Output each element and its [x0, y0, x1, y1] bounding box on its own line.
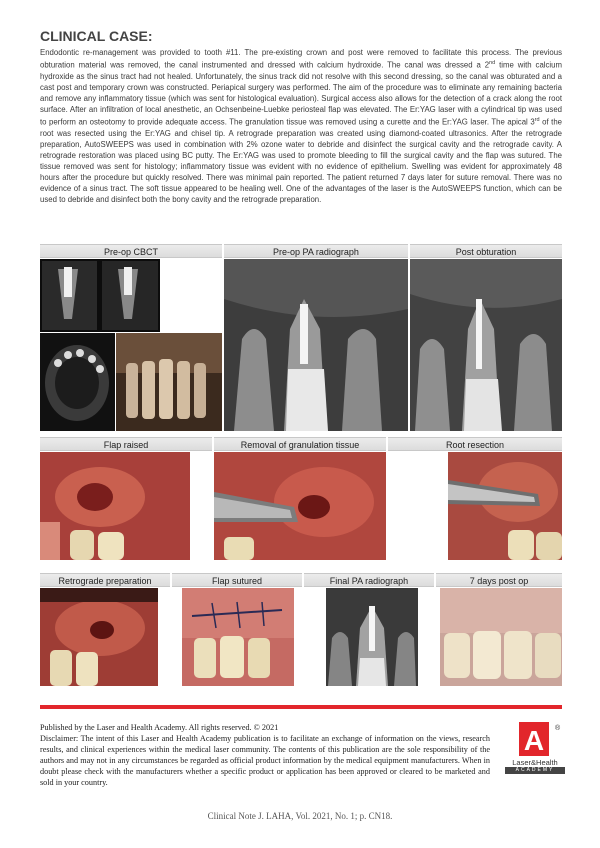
- caption-pre-op-pa: Pre-op PA radiograph: [224, 244, 408, 258]
- caption-flap-sutured: Flap sutured: [172, 573, 302, 587]
- cbct-3d-render-image: [116, 333, 222, 431]
- root-resection-photo: [448, 452, 562, 560]
- flap-raised-photo: [40, 452, 190, 560]
- case-description: Endodontic re-management was provided to tooth #11. The pre-existing crown and post were removed to facilitate this process. The previous obturation material was removed, the canal instrumented and dressed with calcium hydroxide. The canal was dressed a 2nd time with calcium hydroxide as the sinus tract had not healed. Unfortunately, the sinus track did not resolve with this second dressing, so the canal was obturated and a cast post and temporary crown was constructed. Periapical surgery was performed. The aim of the procedure was to eliminate any remaining bacteria and remove any inflammatory tissue (which was sent for histological evaluation). Surgical access also allows for the detection of a crack along the root surface. After an infiltration of local anesthetic, an Ochsenbeine-Luebke periosteal flap was elevated. The Er:YAG laser with a cylindrical tip was used to perform an osteotomy to provide adequate access. The granulation tissue was removed using a curette and the Er:YAG laser. The apical 3rd of the root was resected using the Er:YAG and chisel tip. A retrograde preparation was created using diamond-coated ultrasonics. After the retrograde preparation, AutoSWEEPS was used in combination with 2% ozone water to debride and disinfect the surgical cavity and the retrograde cavity. A retrograde restoration was placed using BC putty. The Er:YAG was used to promote bleeding to fill the surgical cavity and the flap was sutured. The tissue removed was sent for histology; inflammatory tissue was evident with no evidence of epithelium. Swelling was evident for approximately 48 hours after the procedure but quickly resolved. There was minimal pain reported. The patient returned 7 days later for suture removal. There was no evidence of a sinus tract. The soft tissue appeared to be healing well. One of the advantages of the laser is the AutoSWEEPS function, which can be used to debride and disinfect both the bony cavity and the retrograde preparation.: [40, 48, 562, 205]
- disclaimer-text: Disclaimer: The intent of this Laser and Health Academy publication is to facilitate an exchange of information on the views, research results, and clinical experiences within the medical laser community. The contents of this publication are the sole responsibility of the authors and may not in any circumstances be regarded as official product information by the medical equipment manufacturers. When in doubt please check with the manufacturers whether a specific product or application has been approved or cleared to be marketed and sold in your country.: [40, 734, 490, 787]
- logo-registered-mark: ®: [555, 725, 561, 732]
- caption-pre-op-cbct: Pre-op CBCT: [40, 244, 222, 258]
- flap-sutured-photo: [182, 588, 294, 686]
- citation: Clinical Note J. LAHA, Vol. 2021, No. 1; p. CN18.: [207, 811, 393, 821]
- granulation-removal-photo: [214, 452, 386, 560]
- caption-final-pa-radiograph: Final PA radiograph: [304, 573, 434, 587]
- caption-flap-raised: Flap raised: [40, 437, 212, 451]
- cbct-axial-image: [40, 333, 115, 431]
- footer-text: [40, 722, 490, 788]
- pre-op-pa-radiograph-image: [224, 259, 408, 431]
- caption-retrograde-preparation: Retrograde preparation: [40, 573, 170, 587]
- retrograde-preparation-photo: [40, 588, 158, 686]
- case-heading: CLINICAL CASE:: [40, 28, 153, 44]
- logo-letter: A: [523, 725, 545, 756]
- logo-subtitle: ACADEMY: [505, 767, 565, 774]
- post-obturation-radiograph-image: [410, 259, 562, 431]
- final-pa-radiograph-image: [326, 588, 418, 686]
- caption-root-resection: Root resection: [388, 437, 562, 451]
- laser-health-academy-logo: [505, 722, 565, 780]
- published-notice: Published by the Laser and Health Academy. All rights reserved. © 2021: [40, 723, 279, 732]
- caption-post-obturation: Post obturation: [410, 244, 562, 258]
- caption-7-days-post-op: 7 days post op: [436, 573, 562, 587]
- seven-days-post-op-photo: [440, 588, 562, 686]
- footer-divider: [40, 705, 562, 709]
- cbct-sagittal-image: [40, 259, 160, 332]
- logo-name: Laser&Health: [512, 758, 558, 767]
- caption-granulation-removal: Removal of granulation tissue: [214, 437, 386, 451]
